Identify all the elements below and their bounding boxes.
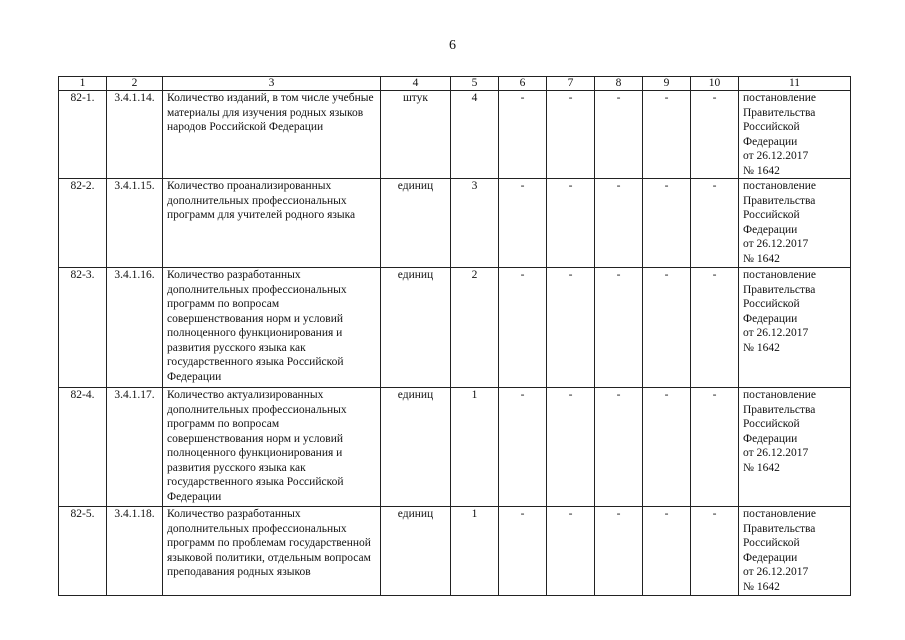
note-line: № 1642 xyxy=(743,164,780,177)
row-number: 82-4. xyxy=(59,388,107,507)
row-col9: - xyxy=(643,91,691,179)
note-line: Российской xyxy=(743,121,800,133)
note-line: Правительства xyxy=(743,403,816,416)
note-line: Федерации xyxy=(743,223,798,236)
row-code: 3.4.1.16. xyxy=(107,268,163,388)
note-line: № 1642 xyxy=(743,341,780,354)
column-header: 2 xyxy=(107,77,163,91)
row-note xyxy=(739,388,851,507)
note-line: Правительства xyxy=(743,106,816,119)
note-line: Российской xyxy=(743,209,800,221)
row-number: 82-2. xyxy=(59,179,107,268)
note-line: от 26.12.2017 xyxy=(743,238,809,250)
row-note xyxy=(739,179,851,268)
row-col6: - xyxy=(499,388,547,507)
row-unit: штук xyxy=(381,91,451,179)
row-unit: единиц xyxy=(381,507,451,596)
table-row xyxy=(59,268,851,388)
row-note xyxy=(739,91,851,179)
row-number: 82-1. xyxy=(59,91,107,179)
row-code: 3.4.1.17. xyxy=(107,388,163,507)
row-col6: - xyxy=(499,91,547,179)
row-value: 2 xyxy=(451,268,499,388)
row-description: Количество проанализированных дополнительных профессиональных программ для учителей родного языка xyxy=(163,179,381,268)
indicators-table xyxy=(58,76,851,596)
note-line: постановление xyxy=(743,508,817,520)
note-line: Федерации xyxy=(743,432,798,445)
row-description: Количество разработанных дополнительных профессиональных программ по проблемам государственной языковой политики, отдельным вопросам преподавания родных языков xyxy=(163,507,381,596)
row-unit: единиц xyxy=(381,388,451,507)
table-row xyxy=(59,507,851,596)
table-row xyxy=(59,388,851,507)
row-col7: - xyxy=(547,388,595,507)
row-col9: - xyxy=(643,388,691,507)
note-line: № 1642 xyxy=(743,252,780,265)
row-col7: - xyxy=(547,507,595,596)
note-line: от 26.12.2017 xyxy=(743,327,809,339)
row-value: 1 xyxy=(451,507,499,596)
note-line: Правительства xyxy=(743,283,816,296)
note-line: постановление xyxy=(743,180,817,192)
row-unit: единиц xyxy=(381,268,451,388)
row-col6: - xyxy=(499,507,547,596)
note-line: Правительства xyxy=(743,194,816,207)
table-row xyxy=(59,91,851,179)
column-header: 6 xyxy=(499,77,547,91)
row-col8: - xyxy=(595,179,643,268)
header-row xyxy=(59,77,851,91)
row-note xyxy=(739,507,851,596)
table-row xyxy=(59,179,851,268)
column-header: 5 xyxy=(451,77,499,91)
row-code: 3.4.1.14. xyxy=(107,91,163,179)
row-number: 82-5. xyxy=(59,507,107,596)
row-col6: - xyxy=(499,179,547,268)
row-value: 1 xyxy=(451,388,499,507)
row-number: 82-3. xyxy=(59,268,107,388)
row-col7: - xyxy=(547,91,595,179)
row-value: 4 xyxy=(451,91,499,179)
row-col7: - xyxy=(547,179,595,268)
note-line: постановление xyxy=(743,389,817,401)
note-line: Правительства xyxy=(743,522,816,535)
row-col7: - xyxy=(547,268,595,388)
column-header: 10 xyxy=(691,77,739,91)
row-note xyxy=(739,268,851,388)
row-col10: - xyxy=(691,388,739,507)
column-header: 3 xyxy=(163,77,381,91)
note-line: от 26.12.2017 xyxy=(743,447,809,459)
note-line: от 26.12.2017 xyxy=(743,566,809,578)
row-col9: - xyxy=(643,507,691,596)
column-header: 8 xyxy=(595,77,643,91)
note-line: от 26.12.2017 xyxy=(743,150,809,162)
row-col10: - xyxy=(691,91,739,179)
row-code: 3.4.1.18. xyxy=(107,507,163,596)
row-col10: - xyxy=(691,507,739,596)
note-line: постановление xyxy=(743,269,817,281)
row-col8: - xyxy=(595,91,643,179)
column-header: 9 xyxy=(643,77,691,91)
note-line: Российской xyxy=(743,537,800,549)
row-description: Количество изданий, в том числе учебные материалы для изучения родных языков народов Российской Федерации xyxy=(163,91,381,179)
row-col10: - xyxy=(691,179,739,268)
note-line: № 1642 xyxy=(743,461,780,474)
page-number: 6 xyxy=(449,38,456,53)
column-header: 4 xyxy=(381,77,451,91)
note-line: Российской xyxy=(743,298,800,310)
row-code: 3.4.1.15. xyxy=(107,179,163,268)
row-col6: - xyxy=(499,268,547,388)
row-description: Количество разработанных дополнительных профессиональных программ по вопросам совершенствования норм и условий полноценного функционирования и развития русского языка как государственного языка Российской Федерации xyxy=(163,268,381,388)
note-line: Федерации xyxy=(743,312,798,325)
note-line: Федерации xyxy=(743,135,798,148)
row-unit: единиц xyxy=(381,179,451,268)
note-line: Российской xyxy=(743,418,800,430)
row-col8: - xyxy=(595,268,643,388)
row-col9: - xyxy=(643,268,691,388)
row-col8: - xyxy=(595,507,643,596)
column-header: 7 xyxy=(547,77,595,91)
column-header: 11 xyxy=(739,77,851,91)
note-line: постановление xyxy=(743,92,817,104)
note-line: Федерации xyxy=(743,551,798,564)
row-col9: - xyxy=(643,179,691,268)
column-header: 1 xyxy=(59,77,107,91)
row-value: 3 xyxy=(451,179,499,268)
row-col8: - xyxy=(595,388,643,507)
row-col10: - xyxy=(691,268,739,388)
row-description: Количество актуализированных дополнительных профессиональных программ по вопросам совершенствования норм и условий полноценного функционирования и развития русского языка как государственного языка Российской Федерации xyxy=(163,388,381,507)
note-line: № 1642 xyxy=(743,580,780,593)
